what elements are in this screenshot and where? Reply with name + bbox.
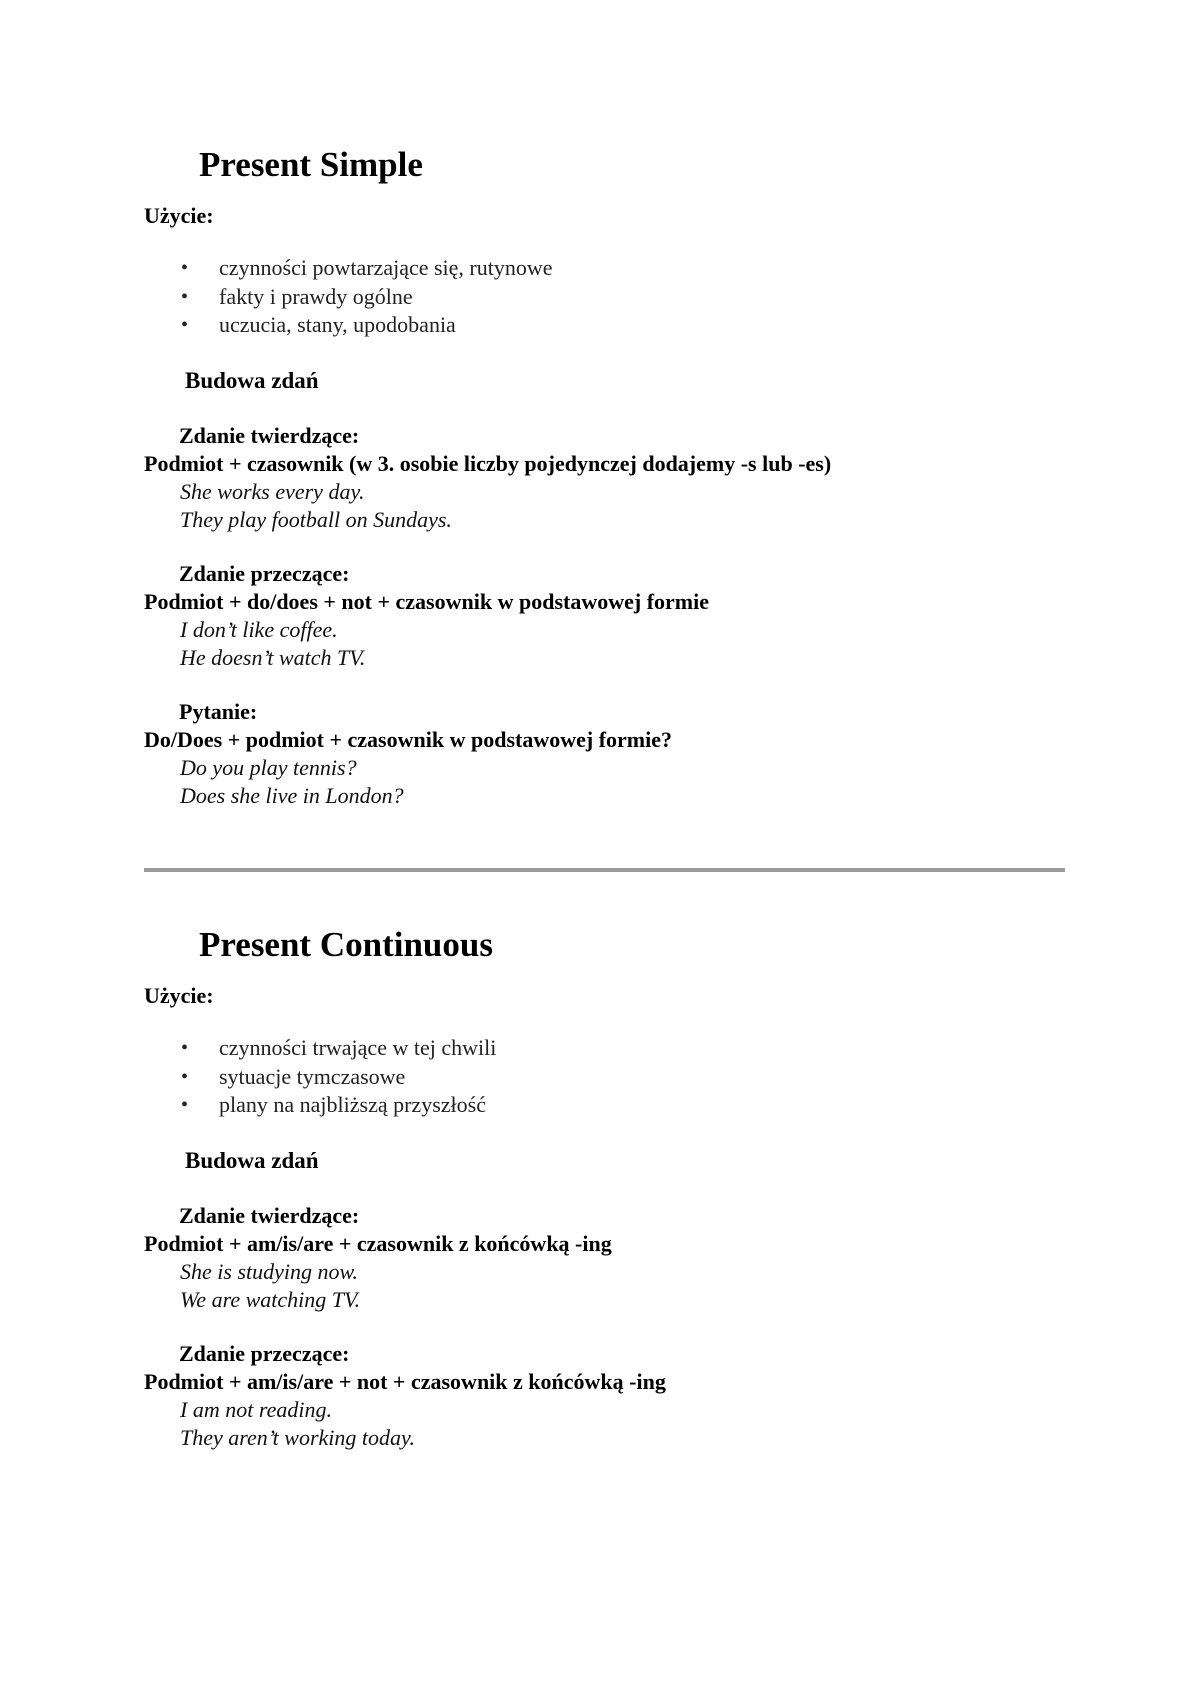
formula: Podmiot + am/is/are + czasownik z końcówką -ing [144, 1230, 612, 1256]
bullet-icon: • [181, 285, 189, 308]
usage-item [181, 311, 1064, 340]
example-sentence: She is studying now. [180, 1258, 359, 1284]
example-sentence: They play football on Sundays. [180, 506, 452, 532]
usage-item-text: czynności trwające w tej chwili [219, 1035, 497, 1060]
block-label: Zdanie przeczące: [179, 1340, 350, 1366]
example-sentence: He doesn’t watch TV. [180, 644, 366, 670]
formula: Do/Does + podmiot + czasownik w podstawowej formie? [144, 726, 672, 752]
bullet-icon: • [181, 1065, 189, 1088]
usage-label: Użycie: [144, 983, 214, 1008]
formula: Podmiot + czasownik (w 3. osobie liczby pojedynczej dodajemy -s lub -es) [144, 450, 832, 476]
example-sentence: They aren’t working today. [180, 1424, 416, 1450]
section-divider [144, 868, 1065, 872]
usage-list [144, 1034, 1064, 1120]
affirmative-block [144, 422, 1064, 534]
usage-item [181, 283, 1064, 312]
example-sentence: I don’t like coffee. [180, 616, 338, 642]
example-sentence: I am not reading. [180, 1396, 332, 1422]
usage-item-text: fakty i prawdy ogólne [219, 283, 413, 309]
section-title: Present Continuous [199, 925, 493, 964]
structure-heading: Budowa zdań [185, 367, 319, 393]
bullet-icon: • [181, 1037, 189, 1059]
example-sentence: We are watching TV. [180, 1286, 361, 1312]
negative-block [144, 1340, 1064, 1452]
section-present-continuous [144, 920, 1064, 1452]
block-label: Zdanie twierdzące: [179, 1202, 360, 1228]
formula: Podmiot + do/does + not + czasownik w podstawowej formie [144, 588, 709, 614]
usage-item-text: sytuacje tymczasowe [219, 1063, 406, 1089]
bullet-icon: • [181, 1094, 189, 1116]
section-present-simple [144, 140, 1064, 810]
usage-list [144, 254, 1064, 340]
usage-item [181, 254, 1064, 283]
bullet-icon: • [181, 314, 189, 336]
example-sentence: Does she live in London? [180, 782, 404, 808]
usage-item [181, 1091, 1064, 1120]
question-block [144, 698, 1064, 810]
usage-label: Użycie: [144, 203, 214, 228]
usage-item-text: plany na najbliższą przyszłość [219, 1092, 486, 1117]
section-title: Present Simple [199, 145, 423, 184]
usage-item-text: czynności powtarzające się, rutynowe [219, 255, 553, 280]
bullet-icon: • [181, 257, 189, 279]
block-label: Zdanie twierdzące: [179, 422, 360, 448]
usage-item-text: uczucia, stany, upodobania [219, 312, 456, 337]
example-sentence: Do you play tennis? [180, 754, 357, 780]
example-sentence: She works every day. [180, 478, 365, 504]
usage-item [181, 1063, 1064, 1092]
block-label: Zdanie przeczące: [179, 560, 350, 586]
negative-block [144, 560, 1064, 672]
affirmative-block [144, 1202, 1064, 1314]
formula: Podmiot + am/is/are + not + czasownik z końcówką -ing [144, 1368, 666, 1394]
structure-heading: Budowa zdań [185, 1147, 319, 1173]
usage-item [181, 1034, 1064, 1063]
block-label: Pytanie: [179, 698, 258, 724]
